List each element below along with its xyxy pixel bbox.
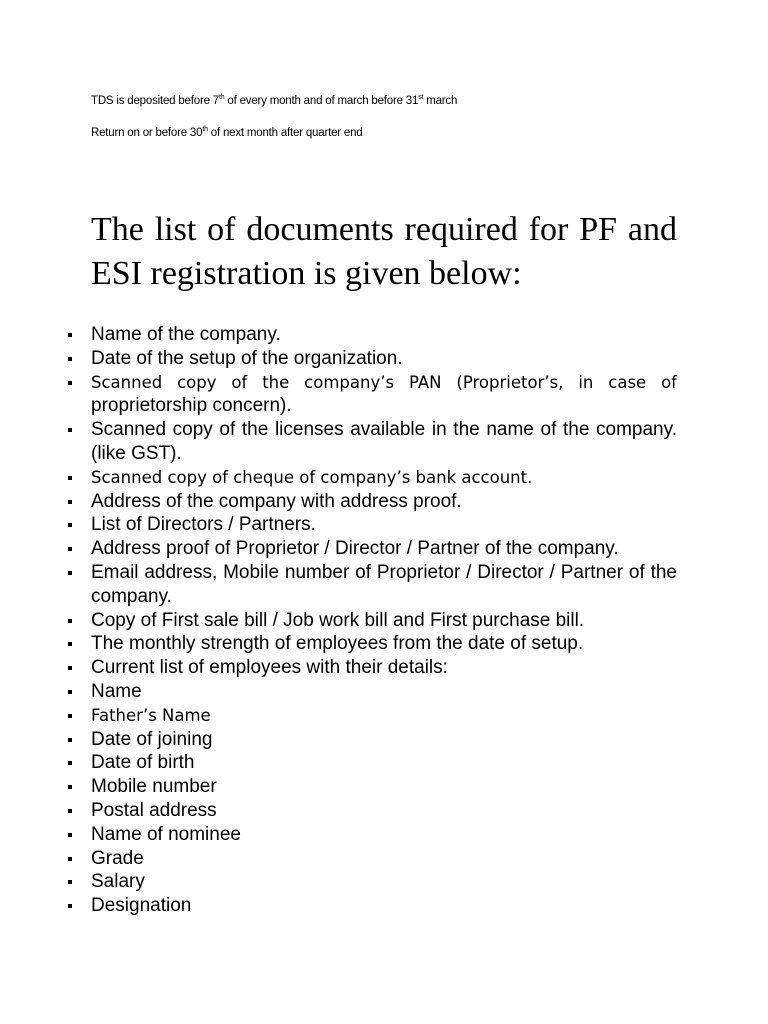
- list-item: Mobile number: [91, 775, 677, 799]
- list-item: Name of the company.: [91, 323, 677, 347]
- document-list-heading: The list of documents required for PF and ESI registration is given below:: [91, 211, 677, 292]
- list-item: Designation: [91, 894, 677, 918]
- list-item: Father’s Name: [91, 704, 677, 728]
- return-filing-note: Return on or before 30th of next month after quarter end: [91, 126, 363, 139]
- list-item: Email address, Mobile number of Proprietor / Director / Partner of the company.: [91, 561, 677, 607]
- tds-deposit-note: TDS is deposited before 7th of every month and of march before 31st march: [91, 94, 458, 107]
- list-item: Address of the company with address proof.: [91, 490, 677, 514]
- list-item: Name of nominee: [91, 823, 677, 847]
- list-item: Copy of First sale bill / Job work bill and First purchase bill.: [91, 609, 677, 633]
- list-item: Scanned copy of cheque of company’s bank account.: [91, 466, 677, 490]
- documents-list: [91, 323, 677, 918]
- list-item: Grade: [91, 847, 677, 871]
- list-item: Date of birth: [91, 751, 677, 775]
- list-item: Address proof of Proprietor / Director / Partner of the company.: [91, 537, 677, 561]
- list-item: Current list of employees with their details:: [91, 656, 677, 680]
- list-item: Name: [91, 680, 677, 704]
- list-item: The monthly strength of employees from the date of setup.: [91, 632, 677, 656]
- list-item: Postal address: [91, 799, 677, 823]
- list-item: Date of joining: [91, 728, 677, 752]
- list-item: Salary: [91, 870, 677, 894]
- list-item: Date of the setup of the organization.: [91, 347, 677, 371]
- list-item: Scanned copy of the licenses available in the name of the company. (like GST).: [91, 419, 677, 464]
- list-item: List of Directors / Partners.: [91, 513, 677, 537]
- list-item: Scanned copy of the company’s PAN (Proprietor’s, in case of proprietorship concern).: [91, 372, 677, 417]
